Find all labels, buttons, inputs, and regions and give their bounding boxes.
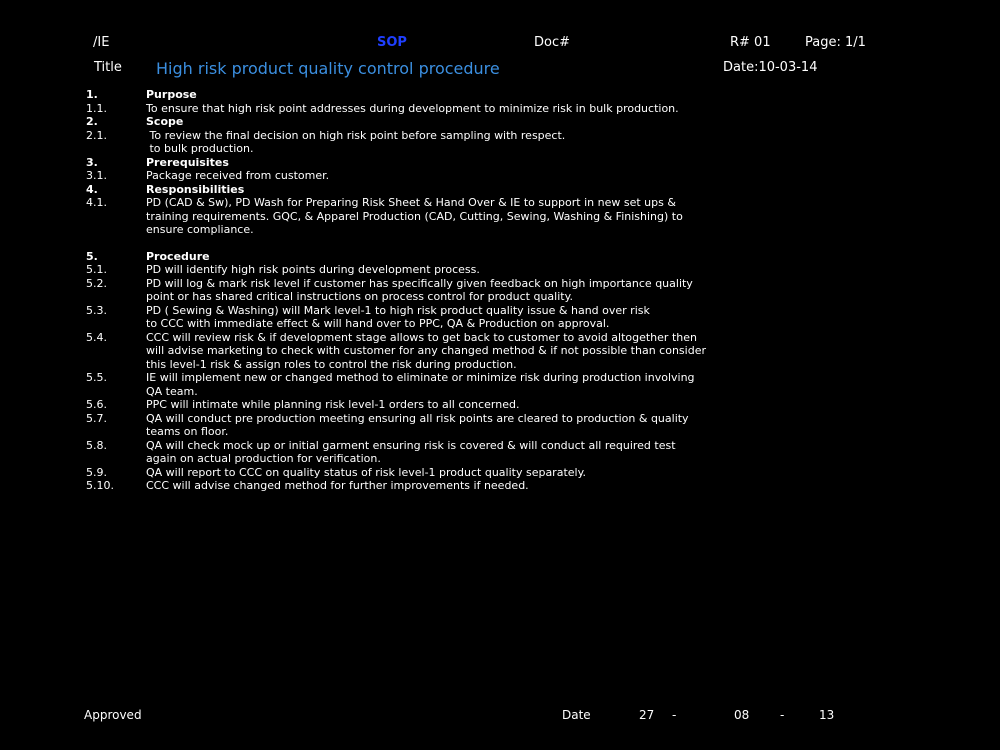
footer-month: 08 — [734, 708, 750, 722]
dept-code: /IE — [93, 35, 110, 50]
section-text: Prerequisites — [146, 155, 229, 169]
section-heading — [86, 156, 906, 170]
section-text: To review the final decision on high risk point before sampling with respect. to bulk production. — [149, 128, 566, 155]
approved-label: Approved — [84, 708, 142, 722]
section-item — [86, 129, 906, 156]
section-item — [86, 304, 906, 331]
section-heading — [86, 115, 906, 129]
section-number: 5.5. — [86, 371, 107, 384]
doc-number-label: Doc# — [534, 35, 571, 50]
section-heading — [86, 183, 906, 197]
section-text: PD (CAD & Sw), PD Wash for Preparing Risk Sheet & Hand Over & IE to support in new set ups & training requirements. GQC, & Apparel Production (CAD, Cutting, Sewing, Washing & Finishing) to ensure compliance. — [146, 196, 683, 236]
section-text: PD ( Sewing & Washing) will Mark level-1 to high risk product quality issue & hand over risk to CCC with immediate effect & will hand over to PPC, QA & Production on approval. — [146, 303, 650, 330]
section-text: Responsibilities — [146, 182, 245, 196]
section-item — [86, 196, 906, 237]
procedure-body — [86, 88, 906, 493]
section-number: 5. — [86, 249, 98, 263]
section-number: 5.3. — [86, 303, 107, 317]
footer-date-label: Date — [562, 708, 591, 722]
section-item — [86, 263, 906, 277]
section-number: 5.7. — [86, 411, 107, 425]
section-text: PPC will intimate while planning risk level-1 orders to all concerned. — [146, 398, 520, 411]
section-item — [86, 439, 906, 466]
section-number: 5.8. — [86, 438, 107, 452]
section-number: 5.10. — [86, 479, 114, 492]
section-text: To ensure that high risk point addresses during development to minimize risk in bulk production. — [146, 101, 679, 115]
section-heading — [86, 88, 906, 102]
section-text: QA will check mock up or initial garment ensuring risk is covered & will conduct all required test again on actual production for verification. — [146, 438, 676, 465]
section-item — [86, 398, 906, 412]
section-number: 5.4. — [86, 330, 107, 344]
footer-year: 13 — [819, 708, 835, 722]
section-text: QA will report to CCC on quality status of risk level-1 product quality separately. — [146, 465, 587, 479]
section-number: 3. — [86, 155, 98, 169]
section-text: Scope — [146, 115, 184, 128]
section-item — [86, 479, 906, 493]
section-number: 4.1. — [86, 196, 107, 209]
section-number: 5.2. — [86, 276, 107, 290]
document-date: Date:10-03-14 — [723, 60, 818, 75]
section-text: CCC will review risk & if development stage allows to get back to customer to avoid altogether then will advise marketing to check with customer for any changed method & if not possible than consider this level-1 risk & assign roles to control the risk during production. — [146, 330, 706, 371]
page-number: Page: 1/1 — [805, 35, 866, 50]
section-number: 2.1. — [86, 128, 107, 142]
section-number: 5.6. — [86, 398, 107, 411]
section-heading — [86, 250, 906, 264]
section-item — [86, 412, 906, 439]
sop-label: SOP — [377, 35, 407, 50]
section-item — [86, 371, 906, 398]
section-item — [86, 169, 906, 183]
section-number: 5.9. — [86, 465, 107, 479]
section-number: 2. — [86, 115, 98, 128]
section-item — [86, 331, 906, 372]
footer-day: 27 — [639, 708, 655, 722]
title-label: Title — [94, 60, 122, 75]
section-text: PD will log & mark risk level if customer has specifically given feedback on high importance quality point or has shared critical instructions on process control for product quality. — [146, 276, 693, 303]
section-number: 4. — [86, 182, 98, 196]
document-title: High risk product quality control procedure — [156, 59, 500, 78]
section-number: 5.1. — [86, 263, 107, 276]
section-text: Purpose — [146, 88, 197, 101]
section-text: Package received from customer. — [146, 169, 330, 182]
section-text: PD will identify high risk points during development process. — [146, 263, 480, 276]
section-item — [86, 466, 906, 480]
section-text: QA will conduct pre production meeting ensuring all risk points are cleared to production & quality teams on floor. — [146, 411, 689, 438]
section-item — [86, 102, 906, 116]
section-number: 3.1. — [86, 169, 107, 182]
section-item — [86, 277, 906, 304]
footer-sep-2: - — [780, 708, 785, 722]
section-number: 1. — [86, 88, 98, 101]
revision-number: R# 01 — [730, 35, 771, 50]
section-text: Procedure — [146, 249, 210, 263]
footer-sep-1: - — [672, 708, 677, 722]
section-number: 1.1. — [86, 101, 107, 115]
section-text: CCC will advise changed method for further improvements if needed. — [146, 479, 529, 492]
section-text: IE will implement new or changed method to eliminate or minimize risk during production involving QA team. — [146, 371, 695, 398]
